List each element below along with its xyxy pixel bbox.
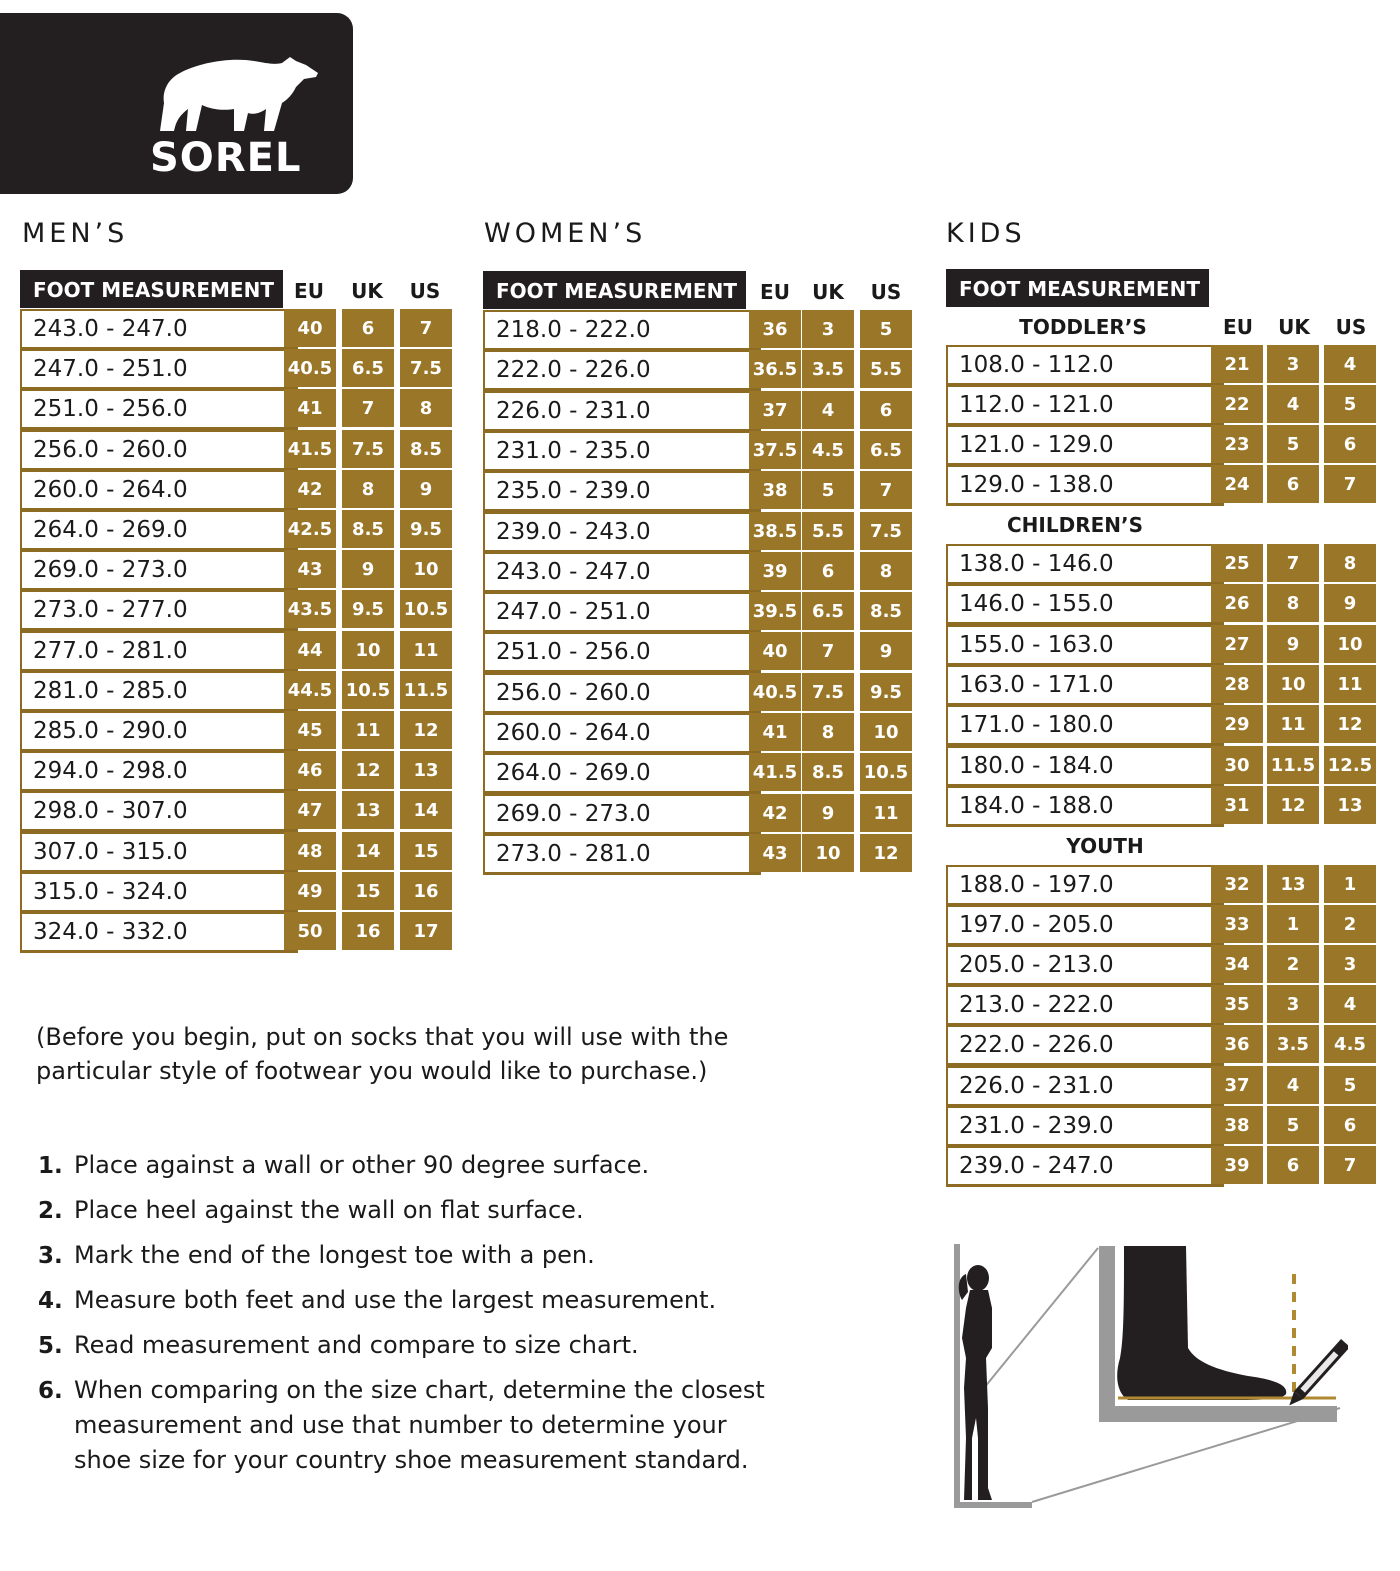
eu-cell: 21: [1211, 345, 1263, 383]
eu-cell: 38: [749, 471, 801, 509]
uk-cell: 11.5: [1267, 746, 1319, 784]
eu-cell: 42.5: [284, 510, 336, 548]
uk-cell: 15: [342, 872, 394, 910]
womens-header-us: US: [870, 280, 902, 304]
womens-header-uk: UK: [812, 280, 844, 304]
children-label: CHILDREN’S: [1006, 513, 1143, 537]
us-cell: 13: [1324, 786, 1376, 824]
kids-header-uk: UK: [1278, 315, 1310, 339]
uk-cell: 7.5: [802, 673, 854, 711]
foot-measurement-cell: 315.0 - 324.0: [20, 872, 298, 913]
us-cell: 8: [400, 389, 452, 427]
us-cell: 4: [1324, 345, 1376, 383]
eu-cell: 37: [749, 391, 801, 429]
us-cell: 7: [400, 309, 452, 347]
us-cell: 12.5: [1324, 746, 1376, 784]
eu-cell: 26: [1211, 584, 1263, 622]
step-number: 1.: [38, 1153, 63, 1179]
eu-cell: 41.5: [284, 430, 336, 468]
eu-cell: 30: [1211, 746, 1263, 784]
eu-cell: 36.5: [749, 350, 801, 388]
foot-measurement-cell: 231.0 - 235.0: [483, 431, 761, 472]
foot-measurement-cell: 205.0 - 213.0: [946, 945, 1224, 986]
us-cell: 6.5: [860, 431, 912, 469]
eu-cell: 37: [1211, 1066, 1263, 1104]
us-cell: 10: [860, 713, 912, 751]
uk-cell: 5: [802, 471, 854, 509]
foot-measurement-cell: 138.0 - 146.0: [946, 544, 1224, 585]
foot-measurement-cell: 251.0 - 256.0: [483, 632, 761, 673]
step-number: 4.: [38, 1288, 63, 1314]
step-text: Place against a wall or other 90 degree surface.: [74, 1151, 650, 1179]
uk-cell: 11: [1267, 705, 1319, 743]
foot-measurement-cell: 121.0 - 129.0: [946, 425, 1224, 466]
step-item: [38, 1193, 918, 1228]
foot-measurement-cell: 256.0 - 260.0: [483, 673, 761, 714]
step-text: Read measurement and compare to size chart.: [74, 1331, 639, 1359]
foot-measurement-cell: 285.0 - 290.0: [20, 711, 298, 752]
eu-cell: 40: [284, 309, 336, 347]
eu-cell: 23: [1211, 425, 1263, 463]
uk-cell: 10: [1267, 665, 1319, 703]
step-number: 5.: [38, 1333, 63, 1359]
eu-cell: 25: [1211, 544, 1263, 582]
step-item: [38, 1373, 774, 1478]
eu-cell: 37.5: [749, 431, 801, 469]
uk-cell: 8.5: [802, 753, 854, 791]
uk-cell: 7: [342, 389, 394, 427]
us-cell: 9: [860, 632, 912, 670]
uk-cell: 12: [342, 751, 394, 789]
uk-cell: 8: [802, 713, 854, 751]
foot-measurement-cell: 256.0 - 260.0: [20, 430, 298, 471]
foot-measurement-cell: 324.0 - 332.0: [20, 912, 298, 953]
uk-cell: 6: [1267, 465, 1319, 503]
eu-cell: 45: [284, 711, 336, 749]
us-cell: 7: [1324, 1146, 1376, 1184]
step-item: [38, 1328, 918, 1363]
uk-cell: 16: [342, 912, 394, 950]
uk-cell: 4.5: [802, 431, 854, 469]
foot-measurement-cell: 269.0 - 273.0: [483, 794, 761, 835]
uk-cell: 7: [1267, 544, 1319, 582]
womens-header-eu: EU: [760, 280, 790, 304]
uk-cell: 9: [802, 794, 854, 832]
foot-measurement-cell: 298.0 - 307.0: [20, 791, 298, 832]
eu-cell: 27: [1211, 625, 1263, 663]
us-cell: 11: [400, 631, 452, 669]
uk-cell: 10.5: [342, 671, 394, 709]
eu-cell: 31: [1211, 786, 1263, 824]
us-cell: 9.5: [860, 673, 912, 711]
uk-cell: 13: [1267, 865, 1319, 903]
eu-cell: 38.5: [749, 512, 801, 550]
eu-cell: 43.5: [284, 590, 336, 628]
eu-cell: 38: [1211, 1106, 1263, 1144]
step-item: [38, 1148, 918, 1183]
foot-measurement-cell: 197.0 - 205.0: [946, 905, 1224, 946]
foot-measurement-cell: 155.0 - 163.0: [946, 625, 1224, 666]
us-cell: 9.5: [400, 510, 452, 548]
foot-icon: [1117, 1246, 1286, 1400]
foot-measurement-cell: 235.0 - 239.0: [483, 471, 761, 512]
us-cell: 12: [400, 711, 452, 749]
eu-cell: 41: [284, 389, 336, 427]
step-number: 6.: [38, 1378, 63, 1404]
foot-measurement-cell: 222.0 - 226.0: [946, 1025, 1224, 1066]
eu-cell: 35: [1211, 985, 1263, 1023]
us-cell: 1: [1324, 865, 1376, 903]
uk-cell: 7: [802, 632, 854, 670]
us-cell: 4: [1324, 985, 1376, 1023]
foot-measurement-cell: 243.0 - 247.0: [20, 309, 298, 350]
us-cell: 5: [1324, 1066, 1376, 1104]
uk-cell: 6.5: [802, 592, 854, 630]
foot-measurement-cell: 269.0 - 273.0: [20, 550, 298, 591]
foot-measurement-cell: 108.0 - 112.0: [946, 345, 1224, 386]
foot-measurement-cell: 307.0 - 315.0: [20, 832, 298, 873]
eu-cell: 32: [1211, 865, 1263, 903]
us-cell: 17: [400, 912, 452, 950]
us-cell: 10.5: [860, 753, 912, 791]
mens-header-eu: EU: [294, 279, 324, 303]
uk-cell: 5: [1267, 425, 1319, 463]
us-cell: 11.5: [400, 671, 452, 709]
uk-cell: 4: [1267, 385, 1319, 423]
kids-header-us: US: [1335, 315, 1367, 339]
uk-cell: 3.5: [1267, 1025, 1319, 1063]
womens-title: WOMEN’S: [484, 218, 647, 249]
eu-cell: 39: [749, 552, 801, 590]
foot-measurement-cell: 180.0 - 184.0: [946, 746, 1224, 787]
foot-measurement-cell: 213.0 - 222.0: [946, 985, 1224, 1026]
us-cell: 11: [860, 794, 912, 832]
eu-cell: 33: [1211, 905, 1263, 943]
eu-cell: 42: [284, 470, 336, 508]
eu-cell: 47: [284, 791, 336, 829]
foot-measurement-cell: 239.0 - 243.0: [483, 512, 761, 553]
brand-logo: [0, 13, 353, 194]
uk-cell: 6.5: [342, 349, 394, 387]
foot-measurement-cell: 222.0 - 226.0: [483, 350, 761, 391]
us-cell: 10: [1324, 625, 1376, 663]
us-cell: 2: [1324, 905, 1376, 943]
step-item: [38, 1283, 918, 1318]
foot-measurement-cell: 273.0 - 277.0: [20, 590, 298, 631]
uk-cell: 9: [1267, 625, 1319, 663]
us-cell: 9: [400, 470, 452, 508]
us-cell: 16: [400, 872, 452, 910]
foot-measurement-cell: 184.0 - 188.0: [946, 786, 1224, 827]
eu-cell: 44: [284, 631, 336, 669]
eu-cell: 28: [1211, 665, 1263, 703]
eu-cell: 40.5: [284, 349, 336, 387]
foot-measurement-cell: 281.0 - 285.0: [20, 671, 298, 712]
us-cell: 11: [1324, 665, 1376, 703]
uk-cell: 8: [342, 470, 394, 508]
us-cell: 13: [400, 751, 452, 789]
uk-cell: 3: [1267, 345, 1319, 383]
foot-measurement-cell: 273.0 - 281.0: [483, 834, 761, 875]
eu-cell: 22: [1211, 385, 1263, 423]
foot-measurement-cell: 260.0 - 264.0: [20, 470, 298, 511]
uk-cell: 11: [342, 711, 394, 749]
eu-cell: 41.5: [749, 753, 801, 791]
foot-measurement-cell: 264.0 - 269.0: [483, 753, 761, 794]
us-cell: 5: [860, 310, 912, 348]
mens-header-uk: UK: [351, 279, 383, 303]
eu-cell: 41: [749, 713, 801, 751]
uk-cell: 14: [342, 832, 394, 870]
eu-cell: 29: [1211, 705, 1263, 743]
us-cell: 8: [1324, 544, 1376, 582]
steps-list: [38, 1148, 918, 1488]
us-cell: 8: [860, 552, 912, 590]
mens-title: MEN’S: [22, 218, 129, 249]
foot-measurement-cell: 294.0 - 298.0: [20, 751, 298, 792]
us-cell: 10: [400, 550, 452, 588]
step-item: [38, 1238, 918, 1273]
us-cell: 15: [400, 832, 452, 870]
us-cell: 7: [1324, 465, 1376, 503]
foot-measurement-cell: 129.0 - 138.0: [946, 465, 1224, 506]
uk-cell: 3: [1267, 985, 1319, 1023]
uk-cell: 9: [342, 550, 394, 588]
us-cell: 6: [1324, 425, 1376, 463]
foot-measurement-cell: 247.0 - 251.0: [483, 592, 761, 633]
step-text: Place heel against the wall on flat surface.: [74, 1196, 584, 1224]
step-text: Measure both feet and use the largest measurement.: [74, 1286, 717, 1314]
uk-cell: 3: [802, 310, 854, 348]
foot-measurement-cell: 239.0 - 247.0: [946, 1146, 1224, 1187]
us-cell: 5.5: [860, 350, 912, 388]
us-cell: 14: [400, 791, 452, 829]
intro-text: (Before you begin, put on socks that you will use with the particular style of footwear you would like to purchase.): [36, 1023, 729, 1085]
uk-cell: 13: [342, 791, 394, 829]
eu-cell: 40.5: [749, 673, 801, 711]
us-cell: 6: [860, 391, 912, 429]
us-cell: 7.5: [860, 512, 912, 550]
foot-measurement-cell: 264.0 - 269.0: [20, 510, 298, 551]
eu-cell: 43: [284, 550, 336, 588]
foot-measurement-cell: 163.0 - 171.0: [946, 665, 1224, 706]
us-cell: 7.5: [400, 349, 452, 387]
step-number: 2.: [38, 1198, 63, 1224]
mens-header-foot: FOOT MEASUREMENT: [20, 270, 283, 308]
us-cell: 10.5: [400, 590, 452, 628]
eu-cell: 40: [749, 632, 801, 670]
uk-cell: 8: [1267, 584, 1319, 622]
foot-measurement-cell: 226.0 - 231.0: [483, 391, 761, 432]
us-cell: 12: [1324, 705, 1376, 743]
eu-cell: 49: [284, 872, 336, 910]
kids-title: KIDS: [946, 218, 1026, 249]
foot-measurement-cell: 277.0 - 281.0: [20, 631, 298, 672]
foot-measurement-cell: 226.0 - 231.0: [946, 1066, 1224, 1107]
us-cell: 12: [860, 834, 912, 872]
eu-cell: 44.5: [284, 671, 336, 709]
eu-cell: 34: [1211, 945, 1263, 983]
us-cell: 4.5: [1324, 1025, 1376, 1063]
eu-cell: 42: [749, 794, 801, 832]
toddlers-label: TODDLER’S: [1019, 315, 1147, 339]
foot-measurement-cell: 243.0 - 247.0: [483, 552, 761, 593]
uk-cell: 9.5: [342, 590, 394, 628]
eu-cell: 24: [1211, 465, 1263, 503]
eu-cell: 48: [284, 832, 336, 870]
polar-bear-icon: [150, 43, 322, 135]
uk-cell: 3.5: [802, 350, 854, 388]
uk-cell: 7.5: [342, 430, 394, 468]
eu-cell: 39: [1211, 1146, 1263, 1184]
uk-cell: 5: [1267, 1106, 1319, 1144]
person-silhouette-icon: [959, 1265, 992, 1500]
eu-cell: 43: [749, 834, 801, 872]
us-cell: 3: [1324, 945, 1376, 983]
us-cell: 8.5: [400, 430, 452, 468]
foot-measurement-cell: 251.0 - 256.0: [20, 389, 298, 430]
us-cell: 5: [1324, 385, 1376, 423]
eu-cell: 39.5: [749, 592, 801, 630]
youth-label: YOUTH: [1066, 834, 1144, 858]
step-text: Mark the end of the longest toe with a pen.: [74, 1241, 595, 1269]
us-cell: 8.5: [860, 592, 912, 630]
uk-cell: 8.5: [342, 510, 394, 548]
foot-measurement-cell: 218.0 - 222.0: [483, 310, 761, 351]
us-cell: 7: [860, 471, 912, 509]
step-text: When comparing on the size chart, determine the closest measurement and use that number to determine your shoe size for your country shoe measurement standard.: [74, 1376, 765, 1474]
foot-measurement-cell: 112.0 - 121.0: [946, 385, 1224, 426]
uk-cell: 6: [342, 309, 394, 347]
uk-cell: 2: [1267, 945, 1319, 983]
mens-header-us: US: [409, 279, 441, 303]
foot-measurement-cell: 231.0 - 239.0: [946, 1106, 1224, 1147]
uk-cell: 6: [1267, 1146, 1319, 1184]
foot-measurement-cell: 146.0 - 155.0: [946, 584, 1224, 625]
uk-cell: 6: [802, 552, 854, 590]
womens-header-foot: FOOT MEASUREMENT: [483, 271, 746, 309]
uk-cell: 10: [342, 631, 394, 669]
brand-wordmark: SOREL: [150, 135, 302, 181]
eu-cell: 46: [284, 751, 336, 789]
uk-cell: 4: [802, 391, 854, 429]
step-number: 3.: [38, 1243, 63, 1269]
kids-header-foot: FOOT MEASUREMENT: [946, 269, 1209, 307]
us-cell: 9: [1324, 584, 1376, 622]
foot-measurement-cell: 171.0 - 180.0: [946, 705, 1224, 746]
eu-cell: 36: [1211, 1025, 1263, 1063]
uk-cell: 1: [1267, 905, 1319, 943]
us-cell: 6: [1324, 1106, 1376, 1144]
eu-cell: 36: [749, 310, 801, 348]
uk-cell: 5.5: [802, 512, 854, 550]
eu-cell: 50: [284, 912, 336, 950]
foot-measurement-cell: 188.0 - 197.0: [946, 865, 1224, 906]
uk-cell: 12: [1267, 786, 1319, 824]
foot-measurement-cell: 247.0 - 251.0: [20, 349, 298, 390]
uk-cell: 10: [802, 834, 854, 872]
uk-cell: 4: [1267, 1066, 1319, 1104]
foot-measure-illustration: [948, 1238, 1348, 1522]
kids-header-eu: EU: [1223, 315, 1253, 339]
foot-measurement-cell: 260.0 - 264.0: [483, 713, 761, 754]
